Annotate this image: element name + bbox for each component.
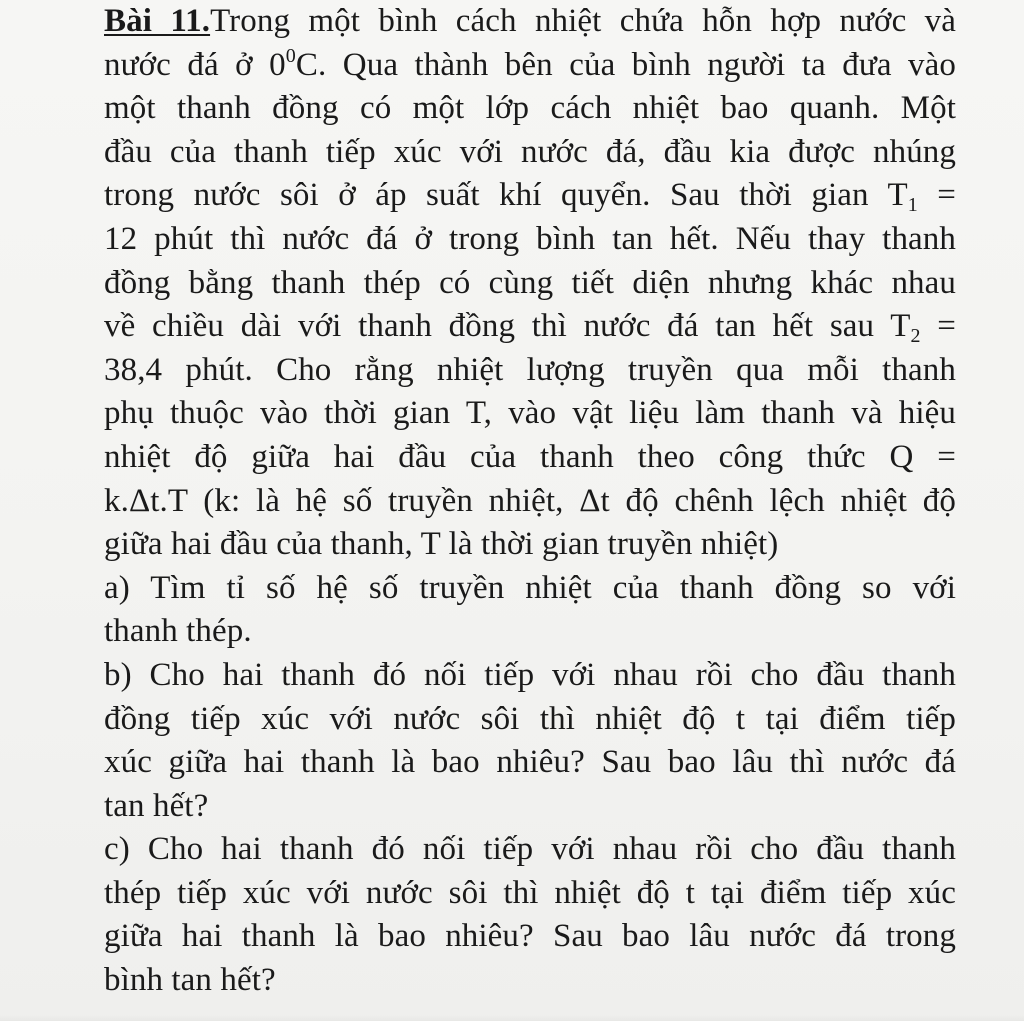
text-line-13: giữa hai đầu của thanh, T là thời gian truyền nhiệt) [104, 526, 779, 563]
text-line-20: c) Cho hai thanh đó nối tiếp với nhau rồi cho đầu thanh [104, 831, 956, 868]
subscript: 2 [910, 325, 921, 348]
text-line-2 [104, 44, 956, 88]
superscript: 0 [285, 44, 296, 67]
text-line-17: đồng tiếp xúc với nước sôi thì nhiệt độ t tại điểm tiếp [104, 700, 956, 737]
text-line-16: b) Cho hai thanh đó nối tiếp với nhau rồi cho đầu thanh [104, 656, 956, 693]
text-line-21: thép tiếp xúc với nước sôi thì nhiệt độ t tại điểm tiếp xúc [104, 874, 956, 911]
text-line-7: đồng bằng thanh thép có cùng tiết diện nhưng khác nhau [104, 264, 956, 301]
text-line-8 [104, 305, 956, 349]
problem-title: Bài 11. [104, 3, 211, 39]
text-line-1 [104, 0, 956, 44]
text-segment: = [920, 308, 957, 345]
text-line-9: 38,4 phút. Cho rằng nhiệt lượng truyền qua mỗi thanh [104, 351, 956, 388]
text-line-3: một thanh đồng có một lớp cách nhiệt bao quanh. Một [104, 90, 956, 127]
text-line-18: xúc giữa hai thanh là bao nhiêu? Sau bao lâu thì nước đá [104, 744, 956, 781]
text-line-4: đầu của thanh tiếp xúc với nước đá, đầu kia được nhúng [104, 133, 956, 170]
text-line-12: k.Δt.T (k: là hệ số truyền nhiệt, Δt độ chênh lệch nhiệt độ [104, 482, 956, 519]
text-line-14: a) Tìm tỉ số hệ số truyền nhiệt của thanh đồng so với [104, 569, 956, 606]
text-segment: nước đá ở 0 [104, 46, 286, 83]
text-line-19: tan hết? [104, 787, 209, 824]
subscript: 1 [907, 194, 918, 217]
text-line-11: nhiệt độ giữa hai đầu của thanh theo công thức Q = [104, 438, 956, 475]
text-line-6: 12 phút thì nước đá ở trong bình tan hết. Nếu thay thanh [104, 220, 956, 257]
text-line-22: giữa hai thanh là bao nhiêu? Sau bao lâu nước đá trong [104, 918, 956, 955]
text-segment: C. Qua thành bên của bình người ta đưa vào [295, 46, 956, 83]
problem-text [104, 0, 956, 1003]
text-segment: về chiều dài với thanh đồng thì nước đá tan hết sau T [104, 308, 911, 345]
text-segment: = [917, 177, 956, 214]
text-line-15: thanh thép. [104, 613, 252, 650]
text-segment: trong nước sôi ở áp suất khí quyển. Sau thời gian T [104, 177, 908, 214]
text-segment: Trong một bình cách nhiệt chứa hỗn hợp nước và [210, 3, 957, 39]
text-line-23: bình tan hết? [104, 962, 276, 999]
text-line-5 [104, 174, 956, 218]
page-bottom-edge [0, 1015, 1024, 1021]
text-line-10: phụ thuộc vào thời gian T, vào vật liệu làm thanh và hiệu [104, 395, 956, 432]
